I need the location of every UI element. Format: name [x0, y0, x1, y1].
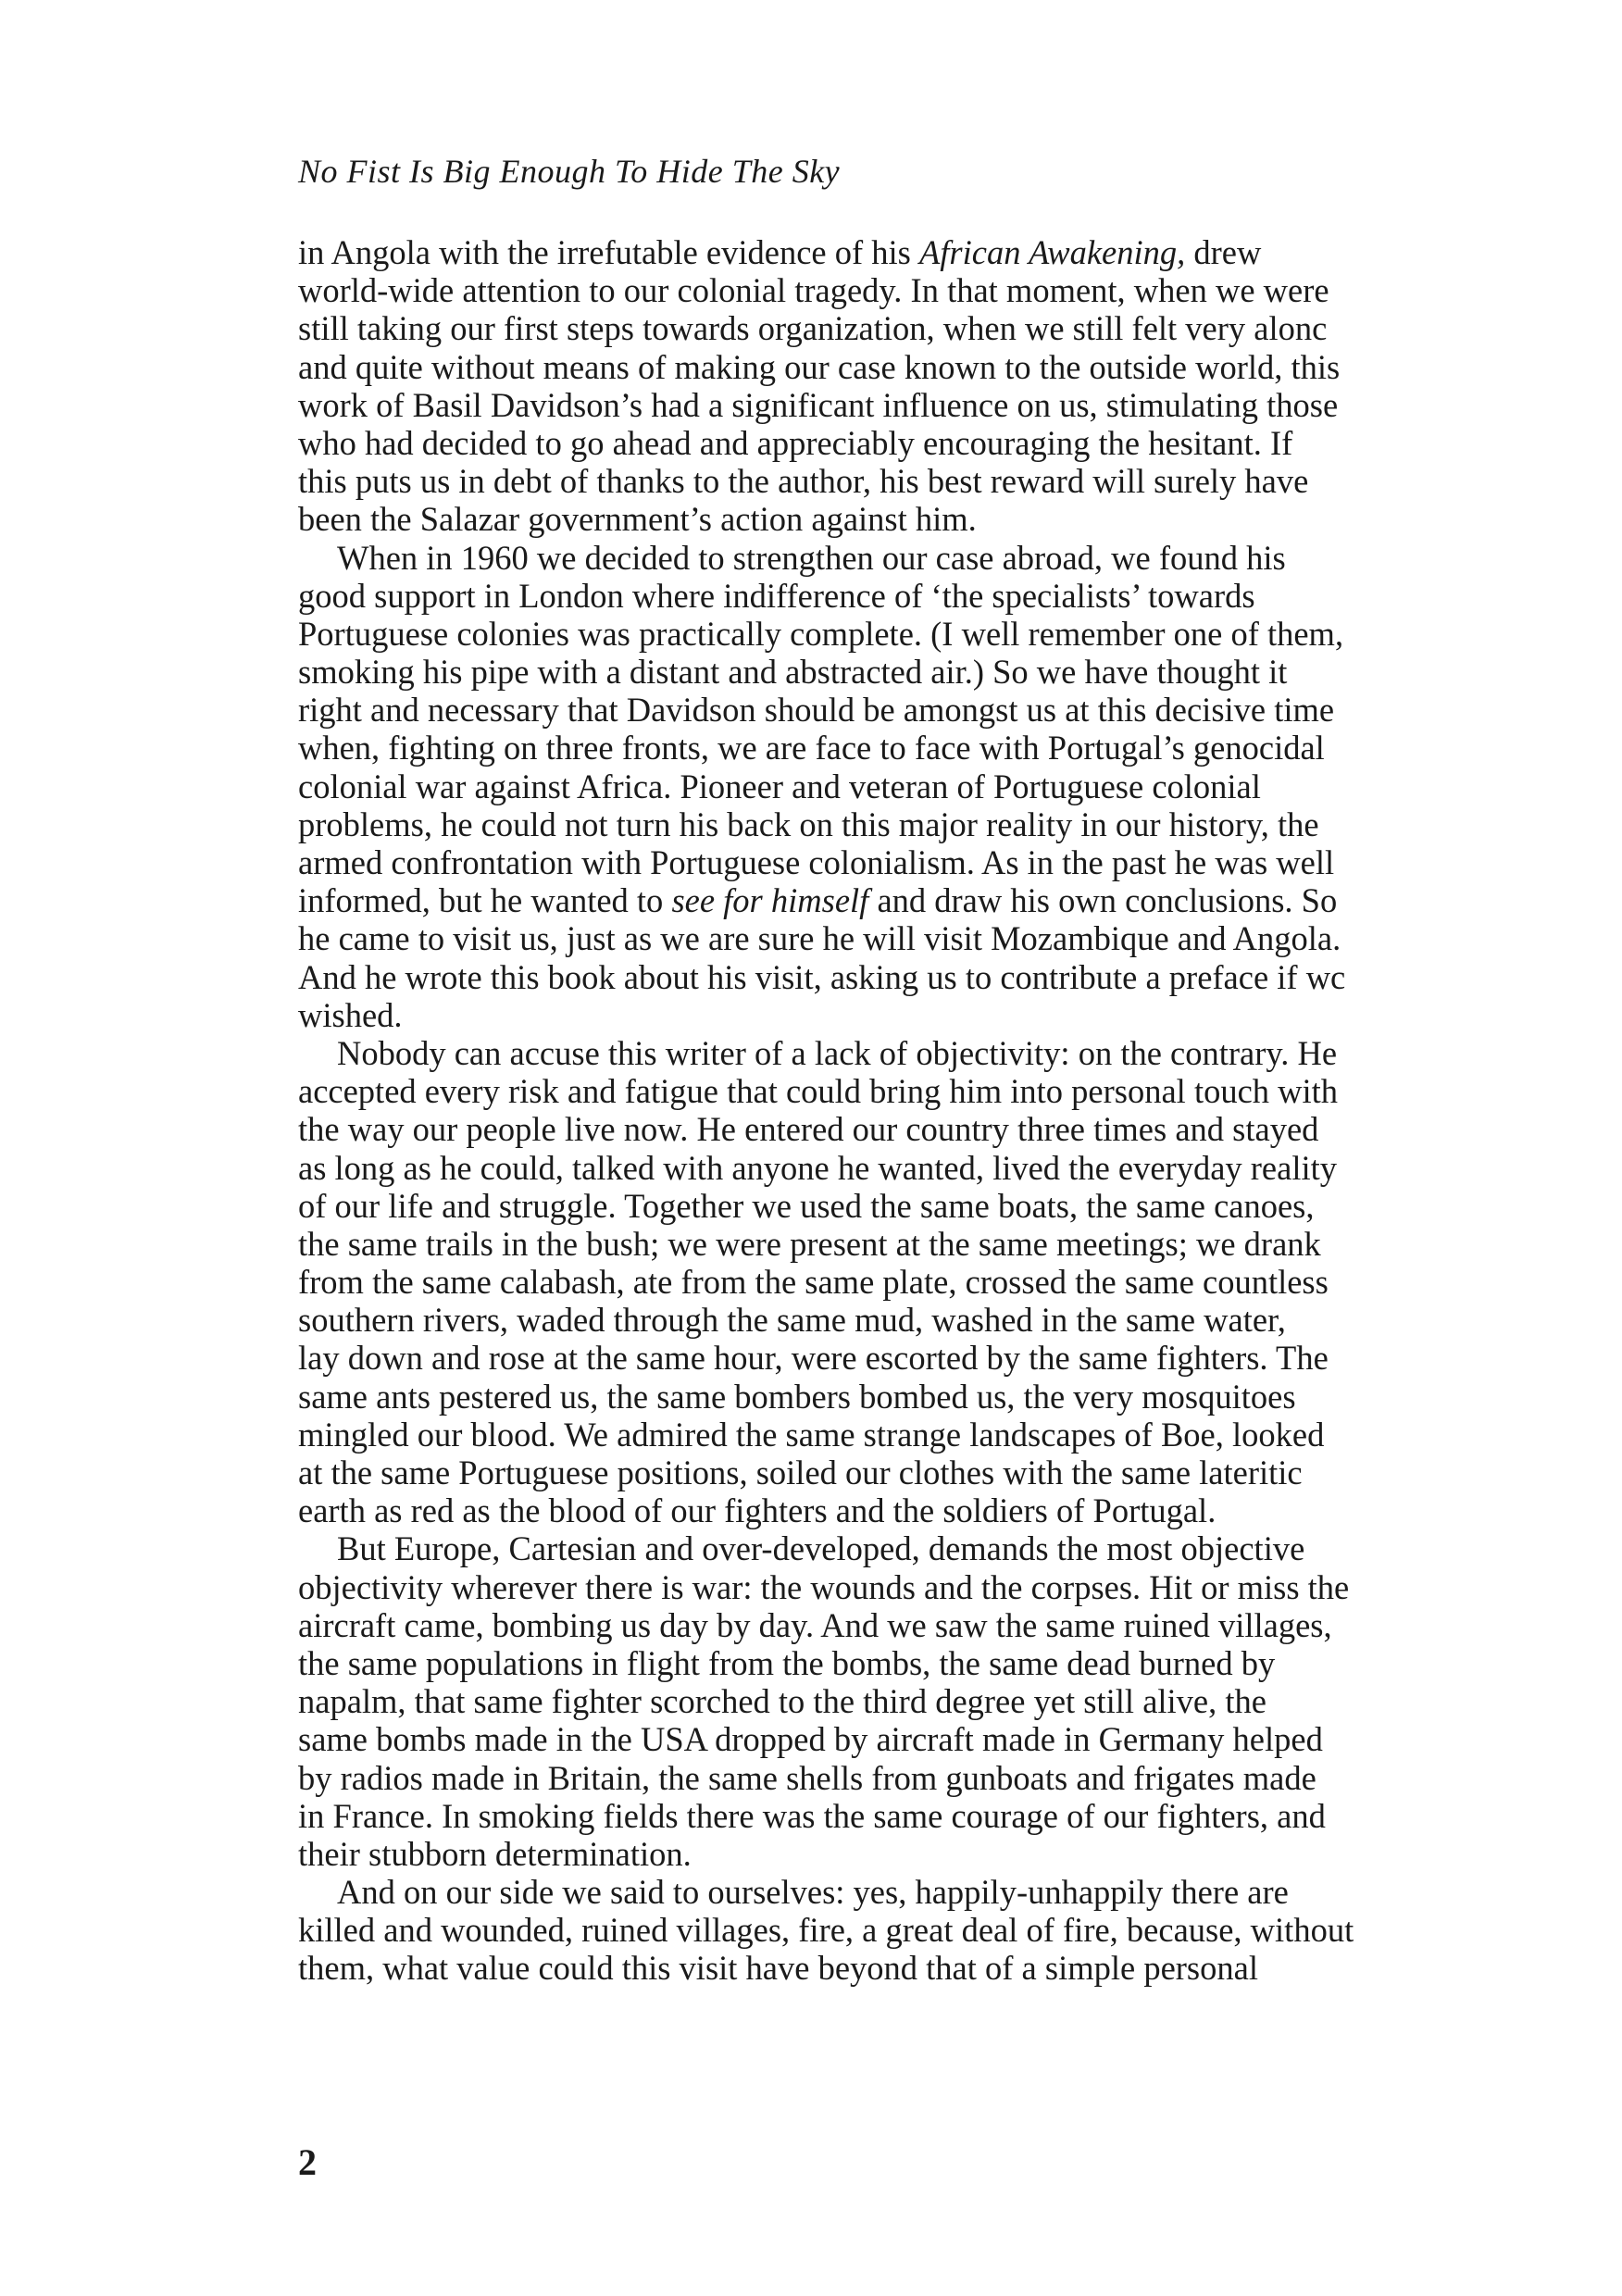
- italic-phrase: see for himself: [671, 881, 869, 920]
- text-line: [298, 1339, 1409, 1377]
- text-line-run: same ants pestered us, the same bombers bombed us, the very mosquitoes: [298, 1377, 1296, 1416]
- text-line-run: problems, he could not turn his back on this major reality in our history, the: [298, 805, 1319, 843]
- text-line-run: this puts us in debt of thanks to the author, his best reward will surely have: [298, 462, 1309, 501]
- text-line-run: But Europe, Cartesian and over-developed, demands the most objective: [337, 1529, 1305, 1568]
- italic-phrase: African Awakening,: [919, 233, 1186, 271]
- text-line-run: informed, but he wanted to: [298, 881, 672, 920]
- text-line-run: he came to visit us, just as we are sure he will visit Mozambique and Angola.: [298, 919, 1341, 958]
- text-line-run: world-wide attention to our colonial tragedy. In that moment, when we were: [298, 271, 1329, 310]
- text-line: [298, 919, 1409, 957]
- text-line-run: and quite without means of making our case known to the outside world, this: [298, 347, 1341, 386]
- text-line-run: the way our people live now. He entered our country three times and stayed: [298, 1110, 1319, 1149]
- text-line: [298, 1225, 1409, 1263]
- text-line: [298, 1606, 1409, 1644]
- text-line-run: in Angola with the irrefutable evidence of his: [298, 233, 919, 271]
- text-line-run: who had decided to go ahead and appreciably encouraging the hesitant. If: [298, 423, 1293, 462]
- text-line: [298, 1110, 1409, 1148]
- text-line: [298, 577, 1409, 615]
- text-line-run: in France. In smoking fields there was the same courage of our fighters, and: [298, 1796, 1326, 1835]
- text-line: [298, 958, 1409, 996]
- text-line: [298, 1301, 1409, 1339]
- text-line: [298, 1454, 1409, 1491]
- text-line: [298, 1416, 1409, 1454]
- text-line-run: good support in London where indifference of ‘the specialists’ towards: [298, 576, 1255, 615]
- text-line-run: drew: [1185, 233, 1262, 271]
- text-line: [298, 615, 1409, 653]
- text-line: [298, 386, 1409, 424]
- text-line: [298, 881, 1409, 919]
- text-line-run: napalm, that same fighter scorched to the third degree yet still alive, the: [298, 1682, 1266, 1721]
- text-line-run: earth as red as the blood of our fighters and the soldiers of Portugal.: [298, 1491, 1216, 1530]
- text-line: [298, 1378, 1409, 1416]
- text-line-run: from the same calabash, ate from the same plate, crossed the same countless: [298, 1263, 1329, 1302]
- text-line: [298, 1644, 1409, 1682]
- text-line: [298, 1187, 1409, 1225]
- text-line-run: And on our side we said to ourselves: yes, happily-unhappily there are: [337, 1873, 1289, 1912]
- text-line-run: work of Basil Davidson’s had a significant influence on us, stimulating those: [298, 385, 1339, 424]
- text-line-run: the same trails in the bush; we were present at the same meetings; we drank: [298, 1224, 1321, 1263]
- text-line: [298, 767, 1409, 805]
- text-line-run: mingled our blood. We admired the same strange landscapes of Boe, looked: [298, 1415, 1325, 1454]
- text-line: [298, 843, 1409, 881]
- text-line-run: when, fighting on three fronts, we are face to face with Portugal’s genocidal: [298, 729, 1325, 767]
- running-head: No Fist Is Big Enough To Hide The Sky: [298, 153, 841, 190]
- text-line: [298, 309, 1409, 347]
- text-line-run: still taking our first steps towards organization, when we still felt very alonc: [298, 309, 1328, 348]
- text-line: [298, 691, 1409, 729]
- text-line-run: as long as he could, talked with anyone he wanted, lived the everyday reality: [298, 1148, 1338, 1187]
- text-line-run: same bombs made in the USA dropped by aircraft made in Germany helped: [298, 1720, 1323, 1759]
- text-line-run: the same populations in flight from the bombs, the same dead burned by: [298, 1643, 1276, 1682]
- text-line: [298, 500, 1409, 538]
- text-line: [298, 1911, 1409, 1949]
- text-line: [298, 348, 1409, 386]
- text-line: [298, 1835, 1409, 1873]
- text-line-run: been the Salazar government’s action against him.: [298, 500, 977, 539]
- text-line-run: Nobody can accuse this writer of a lack of objectivity: on the contrary. He: [337, 1033, 1338, 1072]
- text-line-run: of our life and struggle. Together we used the same boats, the same canoes,: [298, 1186, 1315, 1225]
- text-line-run: aircraft came, bombing us day by day. And we saw the same ruined villages,: [298, 1605, 1332, 1644]
- text-line-run: wished.: [298, 995, 403, 1034]
- text-line-run: And he wrote this book about his visit, asking us to contribute a preface if wc: [298, 957, 1346, 996]
- text-line: [298, 1149, 1409, 1187]
- text-line-run: southern rivers, waded through the same mud, washed in the same water,: [298, 1301, 1286, 1340]
- text-line: [298, 1568, 1409, 1606]
- text-line-run: them, what value could this visit have beyond that of a simple personal: [298, 1949, 1258, 1988]
- text-line: [298, 1797, 1409, 1835]
- text-line: [298, 424, 1409, 462]
- text-line: [298, 1263, 1409, 1301]
- text-line: [298, 1682, 1409, 1720]
- text-line: [298, 1529, 1409, 1567]
- text-line-run: colonial war against Africa. Pioneer and veteran of Portuguese colonial: [298, 767, 1261, 805]
- text-line: [298, 233, 1409, 271]
- text-line: [298, 1873, 1409, 1911]
- text-line-run: smoking his pipe with a distant and abstracted air.) So we have thought it: [298, 653, 1288, 692]
- text-line: [298, 271, 1409, 309]
- text-line-run: right and necessary that Davidson should be amongst us at this decisive time: [298, 691, 1335, 730]
- text-line: [298, 539, 1409, 577]
- text-line-run: Portuguese colonies was practically complete. (I well remember one of them,: [298, 614, 1344, 653]
- text-line-run: accepted every risk and fatigue that could bring him into personal touch with: [298, 1072, 1339, 1111]
- text-line-run: lay down and rose at the same hour, were escorted by the same fighters. The: [298, 1339, 1329, 1378]
- text-line: [298, 462, 1409, 500]
- text-line: [298, 996, 1409, 1034]
- text-line-run: by radios made in Britain, the same shells from gunboats and frigates made: [298, 1758, 1316, 1797]
- text-line-run: armed confrontation with Portuguese colonialism. As in the past he was well: [298, 843, 1335, 881]
- text-line: [298, 1759, 1409, 1797]
- page-number: 2: [298, 2141, 317, 2183]
- text-line-run: at the same Portuguese positions, soiled our clothes with the same lateritic: [298, 1454, 1303, 1491]
- text-line-run: killed and wounded, ruined villages, fire, a great deal of fire, because, without: [298, 1911, 1354, 1950]
- text-line: [298, 1072, 1409, 1110]
- text-line: [298, 1949, 1409, 1987]
- text-line: [298, 805, 1409, 843]
- text-line: [298, 1720, 1409, 1758]
- body-text: [298, 233, 1409, 1988]
- text-line: [298, 729, 1409, 767]
- text-line-run: objectivity wherever there is war: the wounds and the corpses. Hit or miss the: [298, 1567, 1350, 1606]
- text-line: [298, 653, 1409, 691]
- text-line-run: and draw his own conclusions. So: [868, 881, 1338, 920]
- text-line: [298, 1034, 1409, 1072]
- text-line-run: their stubborn determination.: [298, 1834, 692, 1873]
- text-line-run: When in 1960 we decided to strengthen our case abroad, we found his: [337, 538, 1286, 577]
- text-line: [298, 1491, 1409, 1529]
